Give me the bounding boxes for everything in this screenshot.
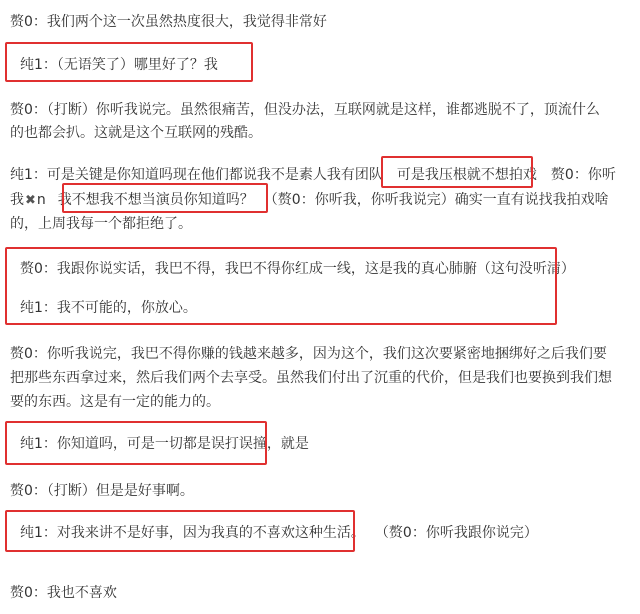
transcript-segment: 就是 — [280, 436, 309, 452]
transcript-line: 要的东西。这是有一定的能力的。 — [10, 394, 220, 410]
transcript-segment: 纯1：可是关键是你知道吗现在他们都说我不是素人我有团队 — [10, 167, 383, 183]
highlight-box — [381, 156, 533, 188]
transcript-segment-highlighted: 我不想我不想当演员你知道吗？ — [57, 192, 254, 208]
transcript-line: 赘0：我们两个这一次虽然热度很大，我觉得非常好 — [10, 14, 327, 30]
highlight-box — [5, 247, 557, 325]
cross-mark-icon: ✖ — [25, 193, 36, 208]
transcript-line: 纯1：（无语笑了）哪里好了？我 — [20, 57, 218, 73]
transcript-segment-highlighted: 纯1：你知道吗，可是一切都是误打误撞， — [20, 436, 281, 452]
transcript-segment-highlighted: 纯1：对我来讲不是好事，因为我真的不喜欢这种生活。 — [20, 525, 365, 541]
transcript-line: 赘0：（打断）你听我说完。虽然很痛苦，但没办法，互联网就是这样，谁都逃脱不了，顶流什么 — [10, 102, 600, 118]
transcript-segment: （赘0：你听我跟你说完） — [374, 525, 538, 541]
transcript-segment: 我 — [10, 192, 24, 208]
highlight-box — [5, 421, 267, 465]
transcript-segment: （赘0：你听我，你听我说完）确实一直有说找我拍戏啥 — [263, 192, 609, 208]
highlight-box — [62, 183, 268, 213]
highlight-box — [5, 510, 355, 552]
transcript-line: 赘0：（打断）但是是好事啊。 — [10, 483, 194, 499]
transcript-segment: 赘0：你听 — [550, 167, 616, 183]
transcript-line: 纯1：我不可能的，你放心。 — [20, 300, 197, 316]
transcript-line: 把那些东西拿过来，然后我们两个去享受。虽然我们付出了沉重的代价，但是我们也要换到我们想 — [10, 370, 612, 386]
transcript-line: 赘0：我也不喜欢 — [10, 585, 117, 601]
transcript-line: 赘0：你听我说完，我巴不得你赚的钱越来越多，因为这个，我们这次要紧密地捆绑好之后我们要 — [10, 346, 607, 362]
transcript-line: 的，上周我每一个都拒绝了。 — [10, 216, 192, 232]
transcript-line: 的也都会扒。这就是这个互联网的残酷。 — [10, 125, 262, 141]
transcript-segment: n — [36, 192, 46, 208]
transcript-segment-highlighted: 可是我压根就不想拍戏 — [396, 167, 537, 183]
highlight-box — [5, 42, 253, 82]
transcript-line: 赘0：我跟你说实话，我巴不得，我巴不得你红成一线，这是我的真心肺腑（这句没听清） — [20, 261, 575, 277]
